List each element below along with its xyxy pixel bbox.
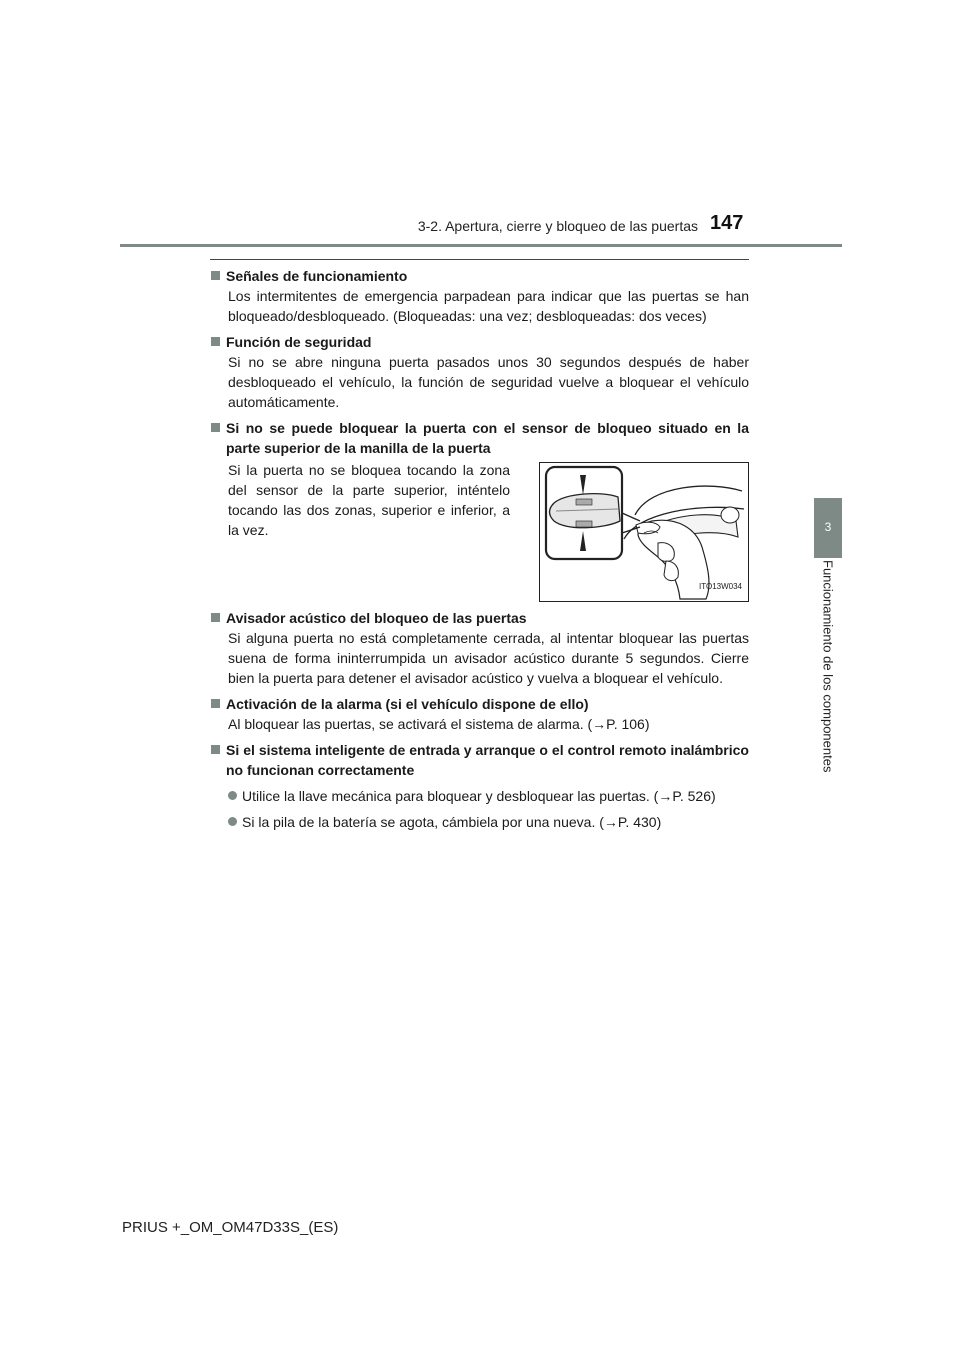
footer-code: PRIUS +_OM_OM47D33S_(ES) — [122, 1219, 339, 1236]
chapter-label-container — [814, 560, 842, 780]
round-bullet-icon — [228, 791, 237, 800]
square-bullet-icon — [211, 613, 220, 622]
section-heading: Activación de la alarma (si el vehículo dispone de ello) — [226, 696, 589, 712]
section-text: Si alguna puerta no está completamente cerrada, al intentar bloquear las puertas suena de forma ininterrumpida un avisador acústico durante 5 segundos. Cierre bien la puerta para detener el avisador acústico y vuelva a bloquear el vehículo. — [228, 630, 749, 686]
section-security-function — [210, 332, 749, 412]
section-heading: Señales de funcionamiento — [226, 268, 408, 284]
round-bullet-icon — [228, 817, 237, 826]
main-content — [210, 266, 749, 838]
list-item — [228, 786, 749, 806]
section-heading: Si el sistema inteligente de entrada y arranque o el control remoto inalámbrico no funcionan correctamente — [226, 742, 749, 778]
section-text: Si la puerta no se bloquea tocando la zona del sensor de la parte superior, inténtelo tocando las dos zonas, superior e inferior, a la vez. — [228, 462, 510, 538]
square-bullet-icon — [211, 423, 220, 432]
list-item — [228, 812, 749, 832]
section-malfunction — [210, 740, 749, 832]
chapter-tab — [814, 498, 842, 558]
section-heading: Función de seguridad — [226, 334, 372, 350]
section-heading: Si no se puede bloquear la puerta con el sensor de bloqueo situado en la parte superior de la manilla de la puerta — [226, 420, 749, 456]
square-bullet-icon — [211, 745, 220, 754]
section-heading: Avisador acústico del bloqueo de las puertas — [226, 610, 527, 626]
list-item-text: Utilice la llave mecánica para bloquear y desbloquear las puertas. (→P. 526) — [242, 788, 716, 804]
section-text: Al bloquear las puertas, se activará el sistema de alarma. (→P. 106) — [228, 716, 650, 732]
list-item-text: Si la pila de la batería se agota, cámbiela por una nueva. (→P. 430) — [242, 814, 662, 830]
section-text: Si no se abre ninguna puerta pasados unos 30 segundos después de haber desbloqueado el vehículo, la función de seguridad vuelve a bloquear el vehículo automáticamente. — [228, 354, 749, 410]
content-divider — [210, 259, 749, 260]
door-handle-illustration — [539, 462, 749, 602]
section-text: Los intermitentes de emergencia parpadean para indicar que las puertas se han bloqueado/desbloqueado. (Bloqueadas: una vez; desbloqueadas: dos veces) — [228, 288, 749, 324]
chapter-number: 3 — [824, 520, 832, 534]
chapter-label: Funcionamiento de los componentes — [820, 560, 836, 773]
section-operation-signals — [210, 266, 749, 326]
section-acoustic-warning — [210, 608, 749, 688]
header-divider — [120, 244, 842, 247]
square-bullet-icon — [211, 271, 220, 280]
section-lock-sensor — [210, 418, 749, 602]
page-number: 147 — [710, 212, 744, 234]
square-bullet-icon — [211, 337, 220, 346]
section-title: 3-2. Apertura, cierre y bloqueo de las puertas — [417, 218, 698, 234]
square-bullet-icon — [211, 699, 220, 708]
section-alarm-activation — [210, 694, 749, 734]
figure-code: ITO13W034 — [699, 582, 742, 591]
